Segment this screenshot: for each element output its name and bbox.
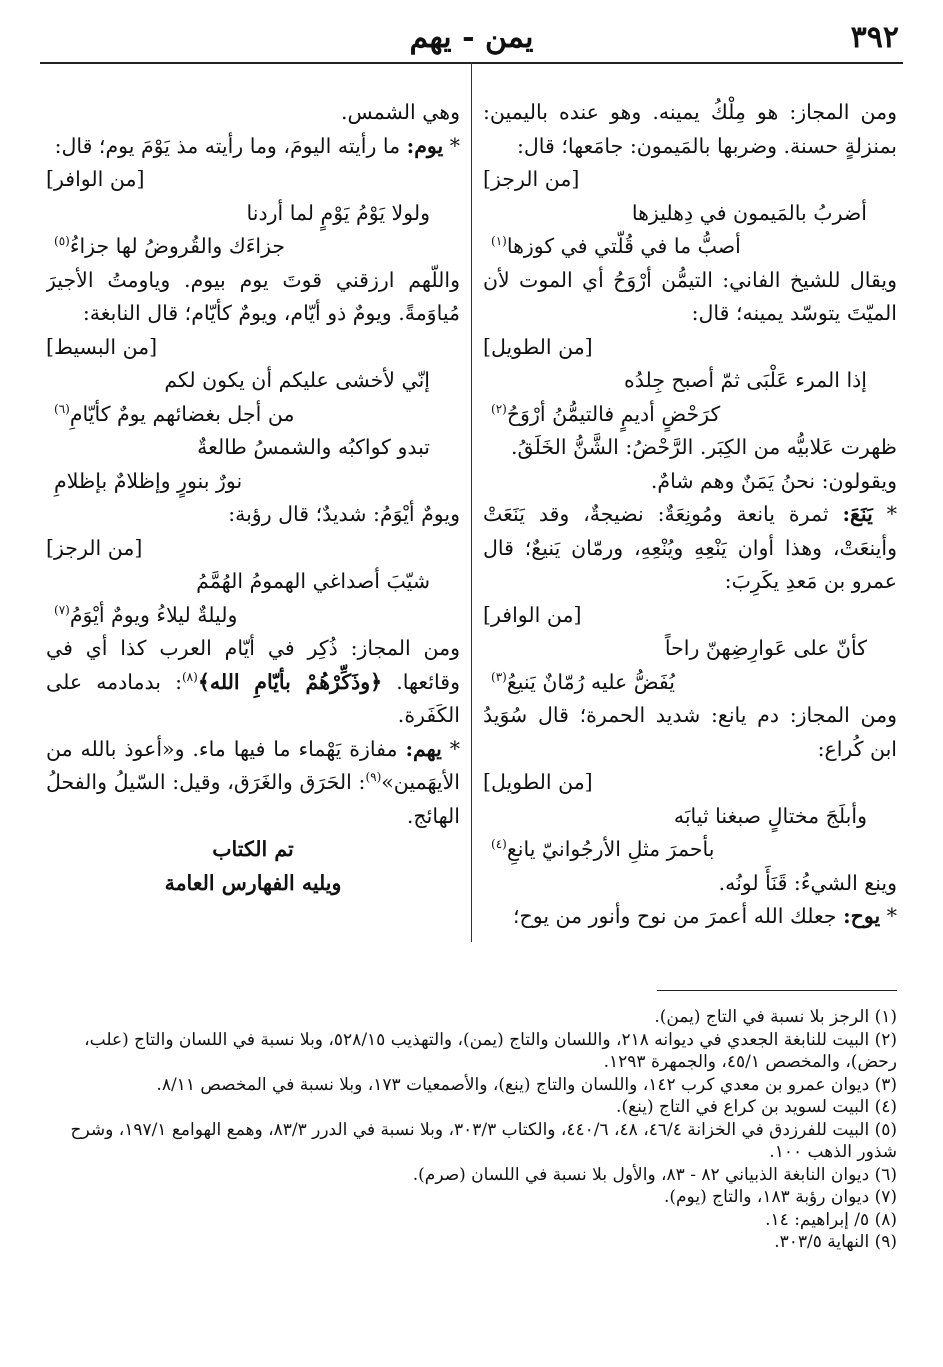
footnote: (٨) ٥/ إبراهيم: ١٤. bbox=[765, 1209, 897, 1230]
footnote-ref: (٣) bbox=[491, 669, 507, 684]
verse-hemistich: وليلةٌ ليلاءُ ويومٌ أيْوَمُ$^{(٧)}$ bbox=[54, 602, 238, 627]
verse bbox=[483, 197, 897, 264]
footnote-ref: (٦) bbox=[54, 401, 70, 416]
verse-hemistich: بأحمرَ مثلِ الأرجُوانيّ يانعِ$^{(٤)}$ bbox=[491, 837, 715, 861]
verse bbox=[483, 800, 897, 867]
footnote-separator bbox=[657, 990, 897, 991]
entry-headword: يَنَعَ: bbox=[842, 502, 873, 526]
paragraph: واللّهم ارزقني قوتَ يوم بيوم. وياومتُ الأجيرَ مُياوَمةً. ويومٌ ذو أيّام، ويومٌ كأيّام؛ قال النابغة: bbox=[46, 267, 460, 325]
book-end-note: ويليه الفهارس العامة bbox=[164, 870, 342, 895]
entry-paragraph: * يهم: مفازة يَهْماء ما فيها ماء. و«أعوذ بالله من الأيهَمين»$^{(٩)}$: الحَرَق والغَرَق، وقيل: السّيلُ والفحلُ الهائج. bbox=[46, 736, 460, 828]
paragraph: ومن المجاز: هو مِلْكُ يمينه. وهو عنده باليمين: بمنزلةٍ حسنة. وضربها بالمَيمون: جامَعها؛ قال: bbox=[483, 100, 897, 158]
footnote-ref: (٩) bbox=[365, 770, 382, 785]
verse-hemistich: أضربُ بالمَيمون في دِهليزها bbox=[631, 200, 867, 225]
paragraph: ومن المجاز: ذُكِر في أيّام العرب كذا أي في وقائعها. ﴿وذَكِّرْهُمْ بأيّامِ الله﴾$^{(٨)}$: بدمادمه على الكَفَرة. bbox=[46, 636, 460, 727]
footnote: (٣) ديوان عمرو بن معدي كرب ١٤٢، واللسان والتاج (ينع)، والأصمعيات ١٧٣، وبلا نسبة في المخصص ٨/١١. bbox=[156, 1074, 897, 1095]
verse-hemistich: وأبلَجَ مختالٍ صبغنا ثيابَه bbox=[673, 803, 867, 828]
meter-label: [من الرجز] bbox=[46, 535, 143, 560]
paragraph: ويقولون: نحنُ يَمَنٌ وهم شامٌ. bbox=[650, 468, 897, 493]
meter-label: [من الطويل] bbox=[483, 770, 593, 794]
quran-quote: ﴿وذَكِّرْهُمْ بأيّامِ الله﴾ bbox=[197, 669, 383, 694]
running-head: يمن - يهم bbox=[409, 20, 534, 55]
left-column bbox=[46, 96, 460, 946]
footnote-ref: (٨) bbox=[181, 669, 198, 684]
footnote: (٥) البيت للفرزدق في الخزانة ٤٦/٤، ٤٨، ٤٤٠/٦، والكتاب ٣٠٣/٣، وبلا نسبة في الدرر ٨٣/٣، وهمع الهوامع ١٩٧/١، وشرح شذور الذهب ١٠٠. bbox=[70, 1119, 897, 1162]
verse bbox=[483, 632, 897, 699]
verse-hemistich: كرَحْضٍ أديمٍ فالتيمُّنُ أرْوَحُ$^{(٢)}$ bbox=[491, 401, 721, 426]
meter-label: [من الوافر] bbox=[46, 167, 145, 191]
verse-hemistich: نورٌ بنورٍ وإظلامٌ بإظلامِ bbox=[54, 468, 243, 493]
column-divider bbox=[471, 62, 472, 942]
footnote: (٦) ديوان النابغة الذبياني ٨٢ - ٨٣، والأول بلا نسبة في اللسان (صرم). bbox=[412, 1164, 897, 1185]
entry-headword: يهم: bbox=[405, 736, 442, 761]
paragraph: ظهرت عَلابيُّه من الكِبَر. الرَّحْضُ: الشَّنُّ الخَلَقُ. bbox=[510, 435, 897, 459]
meter-label: [من البسيط] bbox=[46, 334, 158, 359]
footnote-ref: (٤) bbox=[491, 837, 507, 852]
verse bbox=[46, 565, 460, 632]
verse-hemistich: جزاءَك والقُروضُ لها جزاءُ$^{(٥)}$ bbox=[54, 234, 286, 258]
footnote-ref: (١) bbox=[491, 234, 507, 249]
footnote: (٤) البيت لسويد بن كراع في التاج (ينع). bbox=[616, 1097, 897, 1117]
footnote-ref: (٥) bbox=[54, 234, 70, 249]
entry-headword: يوم: bbox=[406, 133, 444, 158]
paragraph: ومن المجاز: دم يانع: شديد الحمرة؛ قال سُوَيدُ ابن كُراع: bbox=[483, 703, 897, 761]
verse-hemistich: إنّي لأخشى عليكم أن يكون لكم bbox=[164, 368, 430, 392]
paragraph: ويقال للشيخ الفاني: التيمُّن أرْوَحُ أي الموت لأن الميّتَ يتوسّد يمينه؛ قال: bbox=[483, 267, 897, 325]
verse-hemistich: ولولا يَوْمُ يَوْمٍ لما أردنا bbox=[246, 200, 430, 225]
page-number: ٣٩٢ bbox=[850, 20, 899, 55]
paragraph: ويومٌ أيْوَمُ: شديدٌ؛ قال رؤبة: bbox=[228, 502, 460, 526]
footnote: (٧) ديوان رؤبة ١٨٣، والتاج (يوم). bbox=[664, 1187, 897, 1207]
verse-hemistich: أصبُّ ما في قُلّتي في كوزها$^{(١)}$ bbox=[491, 234, 741, 258]
footnote: (١) الرجز بلا نسبة في التاج (يمن). bbox=[654, 1007, 897, 1027]
verse bbox=[46, 197, 460, 264]
verse-hemistich: يُفَضُّ عليه رُمّانٌ يَنيعُ$^{(٣)}$ bbox=[491, 669, 675, 694]
entry-paragraph: * يوم: ما رأيته اليومَ، وما رأيته مذ يَوْمَ يوم؛ قال: bbox=[54, 133, 460, 158]
verse-hemistich: إذا المرء عَلْبَى ثمّ أصبح جِلدُه bbox=[624, 368, 867, 392]
verse-hemistich: تبدو كواكبُه والشمسُ طالعةٌ bbox=[197, 435, 430, 459]
meter-label: [من الوافر] bbox=[483, 602, 582, 627]
footnote-ref: (٢) bbox=[491, 401, 507, 416]
verse bbox=[46, 364, 460, 498]
book-end-note: تم الكتاب bbox=[212, 837, 294, 861]
verse-hemistich: من أجل بغضائهم يومٌ كأيّامِ$^{(٦)}$ bbox=[54, 401, 295, 426]
paragraph: وينع الشيءُ: قَنَأَ لونُه. bbox=[718, 870, 897, 895]
verse-hemistich: شيّبَ أصداغي الهمومُ الهُمَّمُ bbox=[196, 569, 430, 593]
entry-paragraph: * يوح: جعلك الله أعمرَ من نوح وأنور من يوح؛ bbox=[512, 904, 897, 928]
entry-paragraph: * يَنَعَ: ثمرة يانعة ومُونِعَةٌ: نضيجةٌ، وقد يَنَعَتْ وأينعَتْ، وهذا أوان يَنْعِهِ ويُنْعِهِ، ورمّان يَنيعٌ؛ قال عمرو بن مَعدِ يكَرِبَ: bbox=[483, 502, 897, 593]
verse-hemistich: كأنّ على عَوارِضِهنّ راحاً bbox=[664, 636, 867, 660]
verse bbox=[483, 364, 897, 431]
entry-headword: يوح: bbox=[843, 904, 881, 928]
footnote-ref: (٧) bbox=[54, 602, 70, 617]
paragraph: وهي الشمس. bbox=[340, 100, 460, 124]
footnote: (٩) النهاية ٣٠٣/٥. bbox=[774, 1232, 897, 1252]
meter-label: [من الرجز] bbox=[483, 167, 580, 191]
right-column bbox=[483, 96, 897, 946]
page-header bbox=[40, 16, 903, 64]
footnotes bbox=[40, 1006, 897, 1254]
footnote: (٢) البيت للنابغة الجعدي في ديوانه ٢١٨، واللسان والتاج (يمن)، والتهذيب ٥٢٨/١٥، وبلا نسبة في اللسان والتاج (علب، رحض)، والمخصص ٤٥/١، والجمهرة ١٢٩٣. bbox=[84, 1029, 897, 1072]
meter-label: [من الطويل] bbox=[483, 334, 593, 359]
